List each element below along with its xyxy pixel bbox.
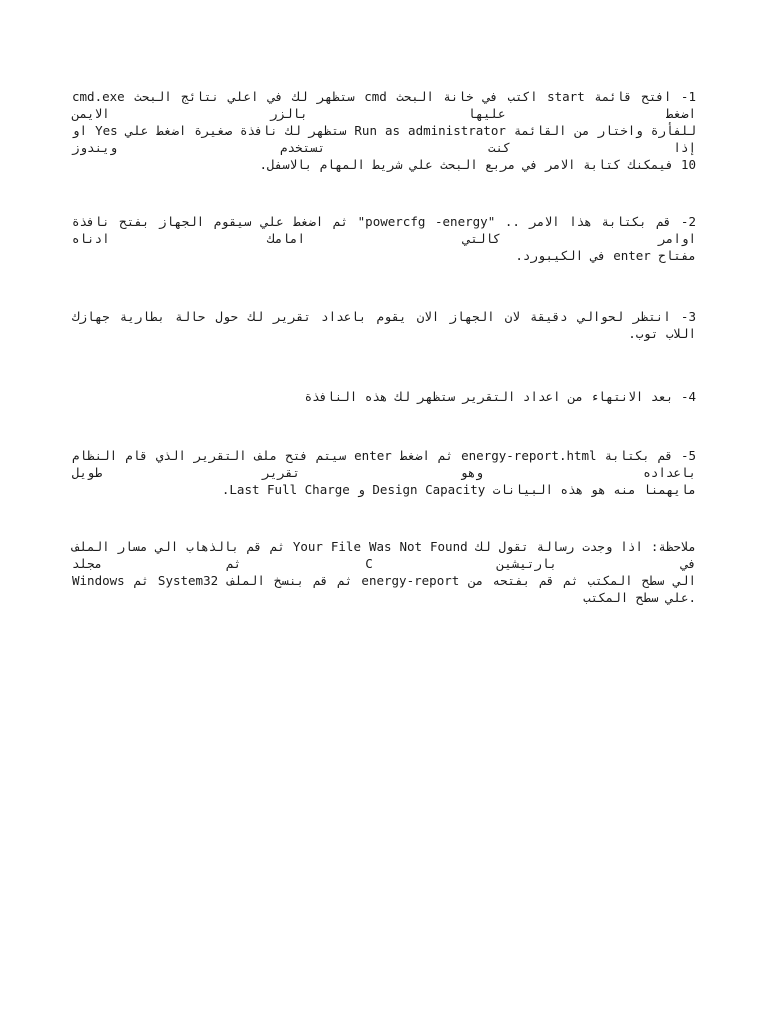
step-2-line-2: مفتاح enter في الكيبورد.	[515, 248, 696, 263]
step-1-paragraph	[72, 88, 696, 173]
step-1-line-3: 10 فيمكنك كتابة الامر في مربع البحث علي شريط المهام بالاسفل.	[259, 157, 696, 172]
note-paragraph	[72, 538, 696, 606]
step-1-line-2: للفأرة واختار من القائمة Run as administrator ستظهر لك نافذة صغيرة اضغط علي Yes او إذا كنت تستخدم ويندوز	[72, 123, 696, 155]
step-5-line-1: 5- قم بكتابة energy-report.html ثم اضغط enter سيتم فتح ملف التقرير الذي قام النظام باعداده وهو تقرير طويل	[72, 448, 697, 480]
step-2-line-1: 2- قم بكتابة هذا الامر .. "powercfg -energy" ثم اضغط علي سيقوم الجهاز بفتح نافذة اوامر كالتي امامك ادناه	[72, 214, 696, 246]
note-line-1: ملاحظة: اذا وجدت رسالة تقول لك Your File Was Not Found ثم قم بالذهاب الي مسار الملف في بارتيشين C ثم مجلد	[72, 539, 696, 571]
step-1-line-1: 1- افتح قائمة start اكتب في خانة البحث cmd ستظهر لك في اعلي نتائج البحث cmd.exe اضغط عليها بالزر الايمن	[72, 89, 696, 121]
step-5-line-2: مايهمنا منه هو هذه البيانات Design Capacity و Last Full Charge.	[221, 482, 696, 497]
note-line-2: Windows ثم System32 ثم قم بنسخ الملف energy-report الي سطح المكتب ثم قم بفتحه من علي سطح المكتب.	[72, 573, 696, 605]
step-3-paragraph	[72, 308, 696, 342]
step-5-paragraph	[72, 447, 696, 498]
step-4-paragraph	[72, 388, 696, 405]
step-2-paragraph	[72, 213, 696, 264]
step-3-line-1: 3- انتظر لحوالي دقيقة لان الجهاز الان يقوم باعداد تقرير لك حول حالة بطارية جهازك اللاب توب.	[72, 309, 696, 341]
step-4-line-1: 4- بعد الانتهاء من اعداد التقرير ستظهر لك هذه النافذة	[304, 389, 696, 404]
